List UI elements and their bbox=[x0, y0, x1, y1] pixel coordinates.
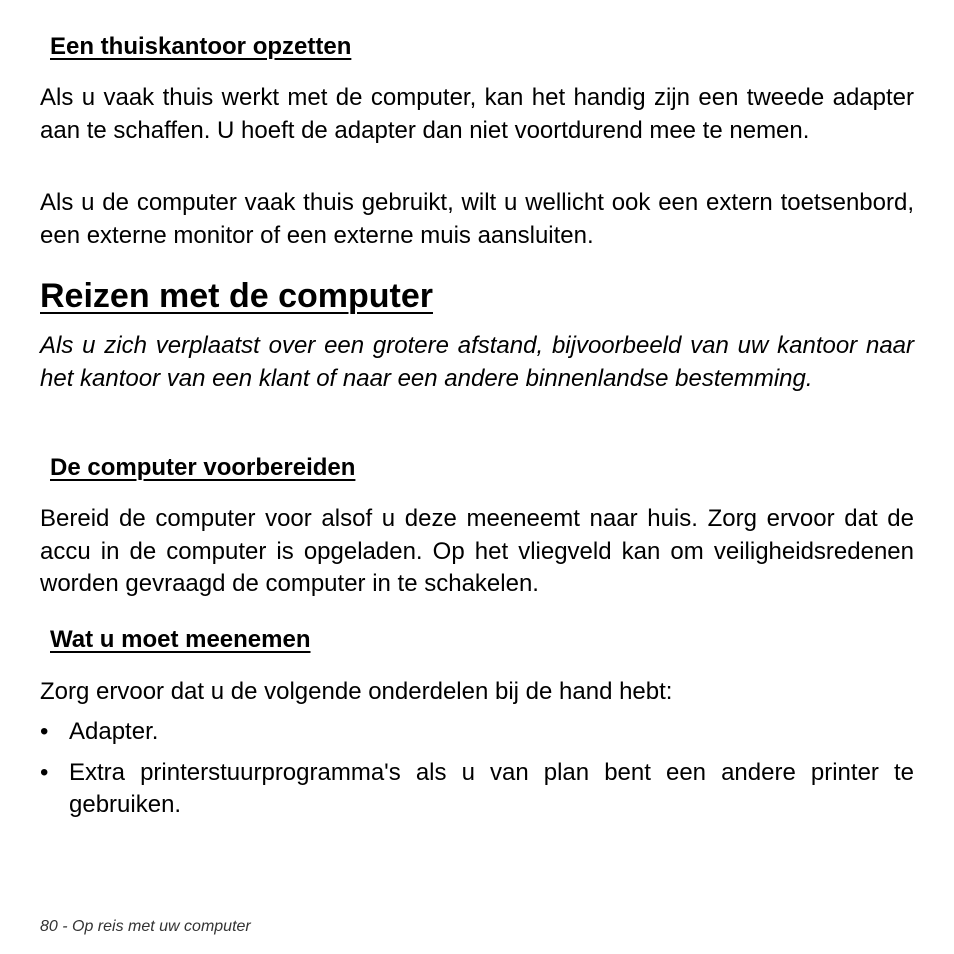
paragraph-prepare-computer: Bereid de computer voor alsof u deze meeneemt naar huis. Zorg ervoor dat de accu in de computer is opgeladen. Op het vliegveld kan om veiligheidsredenen worden gevraagd de computer in te schakelen. bbox=[40, 505, 914, 597]
chapter-title-travel: Reizen met de computer bbox=[40, 277, 433, 315]
paragraph-travel-intro: Als u zich verplaatst over een grotere afstand, bijvoorbeeld van uw kantoor naar het kantoor van een klant of naar een andere binnenlandse bestemming. bbox=[40, 332, 914, 392]
paragraph-second-adapter: Als u vaak thuis werkt met de computer, kan het handig zijn een tweede adapter aan te schaffen. U hoeft de adapter dan niet voortdurend mee te nemen. bbox=[40, 84, 914, 144]
bullet-icon: • bbox=[40, 758, 49, 786]
paragraph-bring-intro: Zorg ervoor dat u de volgende onderdelen bij de hand hebt: bbox=[40, 678, 673, 705]
section-heading-home-office: Een thuiskantoor opzetten bbox=[50, 33, 352, 60]
page-footer: 80 - Op reis met uw computer bbox=[40, 918, 251, 935]
paragraph-external-devices: Als u de computer vaak thuis gebruikt, wilt u wellicht ook een extern toetsenbord, een externe monitor of een externe muis aansluiten. bbox=[40, 189, 914, 249]
bullet-icon: • bbox=[40, 718, 49, 745]
list-item-text: Adapter. bbox=[69, 718, 159, 745]
section-heading-prepare: De computer voorbereiden bbox=[50, 454, 356, 481]
section-heading-bring: Wat u moet meenemen bbox=[50, 626, 311, 653]
list-item bbox=[40, 757, 914, 822]
list-item-text: Extra printerstuurprogramma's als u van plan bent een andere printer te gebruiken. bbox=[69, 758, 914, 818]
bullet-list-items-to-bring bbox=[40, 716, 914, 830]
list-item bbox=[40, 716, 914, 749]
